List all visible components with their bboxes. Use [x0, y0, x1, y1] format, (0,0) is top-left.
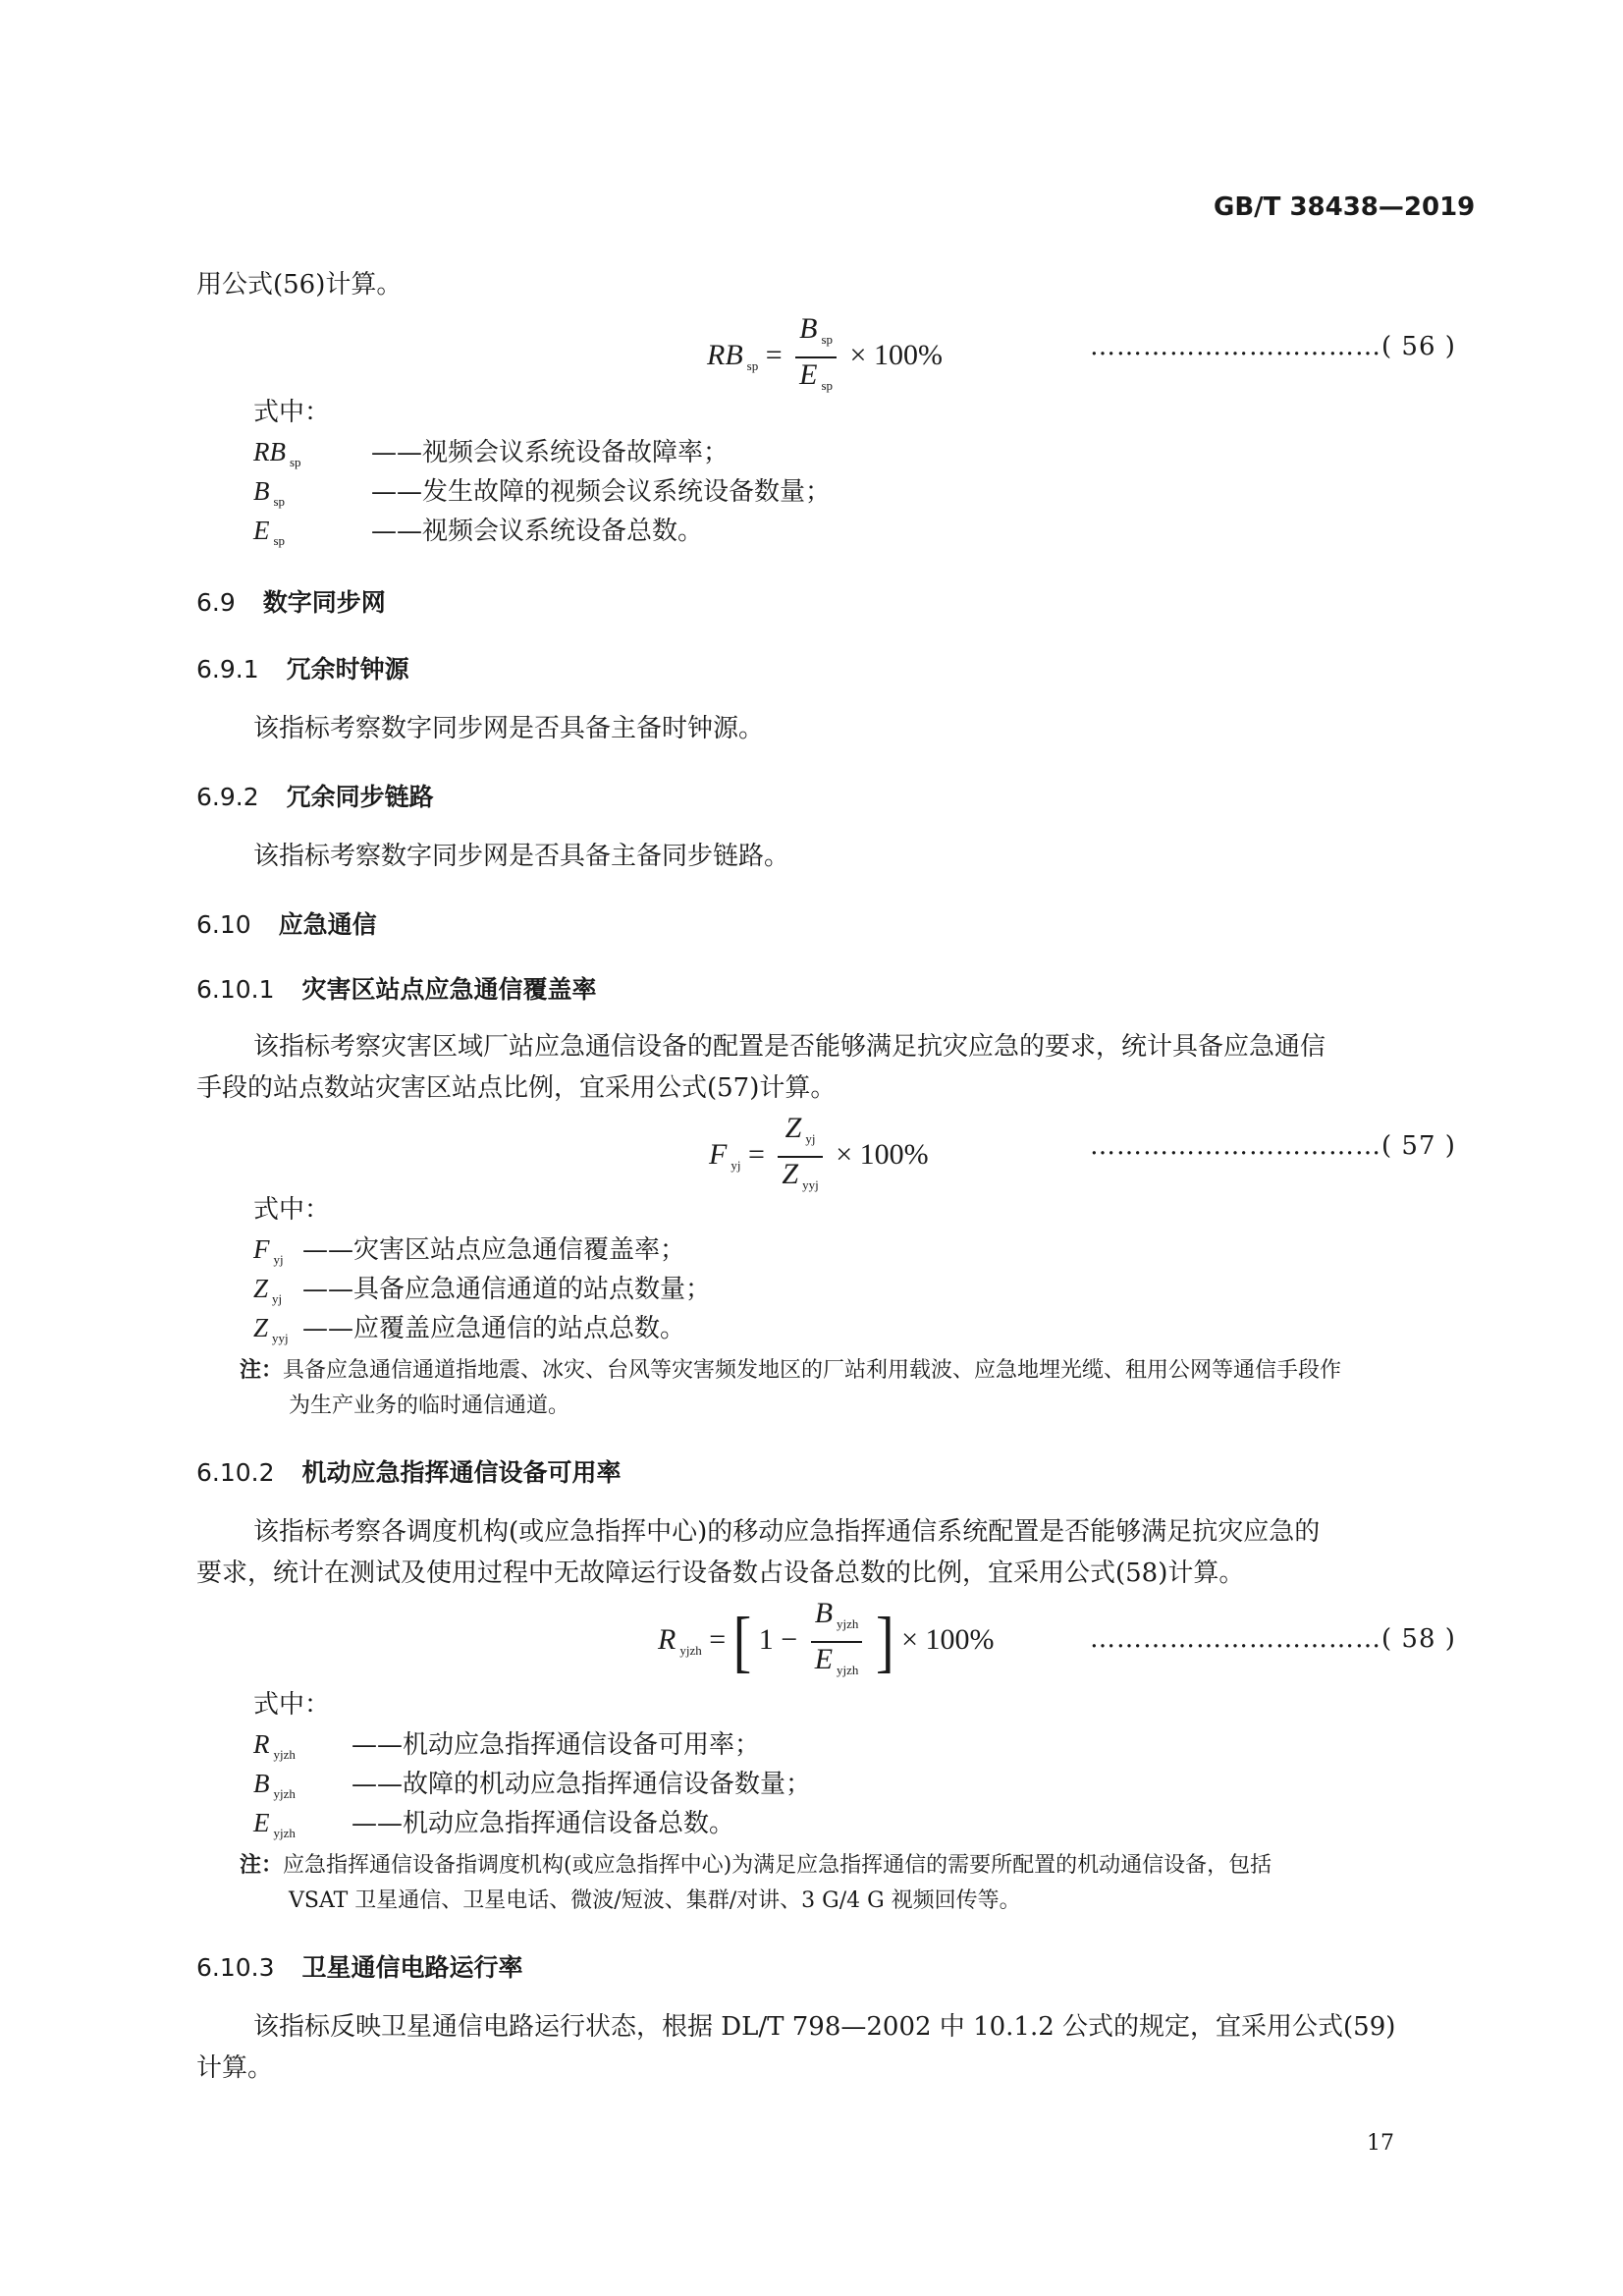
eq56-lhs: RB $_{sp}$ [707, 338, 759, 373]
eq56-fraction: $\frac{B _{sp}}{E _{sp}}$ [795, 312, 837, 403]
note-58: 注：应急指挥通信设备指调度机构(或应急指挥中心)为满足应急指挥通信的需要所配置的机动通信设备，包括 VSAT 卫星通信、卫星电话、微波/短波、集群/对讲、3 G/4 G 视频回传等。 [240, 1853, 1272, 1913]
eq56-tail: × 100% [849, 338, 943, 371]
eq58-left-bracket: [ [732, 1604, 752, 1680]
intro-line: 用公式(56)计算。 [196, 270, 403, 300]
section-6-9-2-text: 该指标考察数字同步网是否具备主备同步链路。 [253, 842, 790, 871]
where-label-58: 式中： [253, 1690, 331, 1720]
note-57: 注：具备应急通信通道指地震、冰灾、台风等灾害频发地区的厂站利用载波、应急地埋光缆、租用公网等通信手段作 为生产业务的临时通信通道。 [240, 1358, 1342, 1418]
standard-code-header: GB/T 38438—2019 [1214, 192, 1476, 222]
page-number: 17 [1367, 2131, 1394, 2156]
def-56-2: B $_{sp}$ ——发生故障的视频会议系统设备数量； [253, 476, 832, 509]
equation-58: R $_{yjzh}$ = [ 1 − $\frac{B _{yjzh}}{E _{yjzh}}$ ] × 100% [658, 1597, 995, 1687]
def-58-1: R $_{yjzh}$ ——机动应急指挥通信设备可用率； [253, 1729, 761, 1762]
eq57-lhs: F $_{yj}$ [709, 1137, 741, 1173]
equation-56: RB $_{sp}$ = $\frac{B _{sp}}{E _{sp}}$ × 100% [707, 312, 943, 403]
eq58-tail: × 100% [901, 1622, 995, 1656]
def-58-3: E $_{yjzh}$ ——机动应急指挥通信设备总数。 [253, 1808, 735, 1840]
section-6-9-2-heading: 6.9.2 冗余同步链路 [196, 783, 434, 811]
def-57-2: Z $_{yj}$ ——具备应急通信通道的站点数量； [253, 1274, 712, 1306]
def-56-3: E $_{sp}$ ——视频会议系统设备总数。 [253, 516, 704, 548]
def-57-3: Z $_{yyj}$ ——应覆盖应急通信的站点总数。 [253, 1313, 686, 1345]
where-label-57: 式中： [253, 1195, 331, 1225]
eq57-tail: × 100% [836, 1137, 929, 1171]
section-6-10-3-para-1: 该指标反映卫星通信电路运行状态，根据 DL/T 798—2002 中 10.1.2 公式的规定，宜采用公式(59) [253, 2012, 1396, 2042]
eq57-fraction: $\frac{Z _{yj}}{Z _{yyj}}$ [778, 1112, 822, 1202]
def-57-1: F $_{yj}$ ——灾害区站点应急通信覆盖率； [253, 1234, 686, 1267]
eq57-number: ……………………………( 57 ) [1090, 1131, 1456, 1161]
equation-57: F $_{yj}$ = $\frac{Z _{yj}}{Z _{yyj}}$ × 100% [709, 1112, 929, 1202]
eq58-right-bracket: ] [875, 1604, 894, 1680]
section-6-10-2-para-2: 要求，统计在测试及使用过程中无故障运行设备数占设备总数的比例，宜采用公式(58)计算。 [196, 1558, 1245, 1588]
section-6-9-1-heading: 6.9.1 冗余时钟源 [196, 655, 409, 683]
eq58-number: ……………………………( 58 ) [1090, 1624, 1456, 1654]
eq56-number: ……………………………( 56 ) [1090, 332, 1456, 361]
section-6-10-2-heading: 6.10.2 机动应急指挥通信设备可用率 [196, 1458, 622, 1487]
eq58-fraction: $\frac{B _{yjzh}}{E _{yjzh}}$ [811, 1597, 863, 1687]
def-58-2: B $_{yjzh}$ ——故障的机动应急指挥通信设备数量； [253, 1769, 812, 1801]
section-6-10-1-para-1: 该指标考察灾害区域厂站应急通信设备的配置是否能够满足抗灾应急的要求，统计具备应急通信 [253, 1032, 1326, 1062]
section-6-10-1-heading: 6.10.1 灾害区站点应急通信覆盖率 [196, 975, 597, 1004]
def-56-1: RB $_{sp}$ ——视频会议系统设备故障率； [253, 437, 730, 469]
section-6-9-1-text: 该指标考察数字同步网是否具备主备时钟源。 [253, 714, 765, 743]
section-6-10-heading: 6.10 应急通信 [196, 910, 377, 939]
where-label-56: 式中： [253, 398, 331, 427]
section-6-9-heading: 6.9 数字同步网 [196, 588, 386, 617]
section-6-10-3-para-2: 计算。 [196, 2053, 274, 2083]
eq58-lhs: R $_{yjzh}$ [658, 1622, 702, 1658]
section-6-10-1-para-2: 手段的站点数站灾害区站点比例，宜采用公式(57)计算。 [196, 1073, 837, 1103]
section-6-10-2-para-1: 该指标考察各调度机构(或应急指挥中心)的移动应急指挥通信系统配置是否能够满足抗灾应急的 [253, 1517, 1321, 1547]
section-6-10-3-heading: 6.10.3 卫星通信电路运行率 [196, 1953, 523, 1982]
